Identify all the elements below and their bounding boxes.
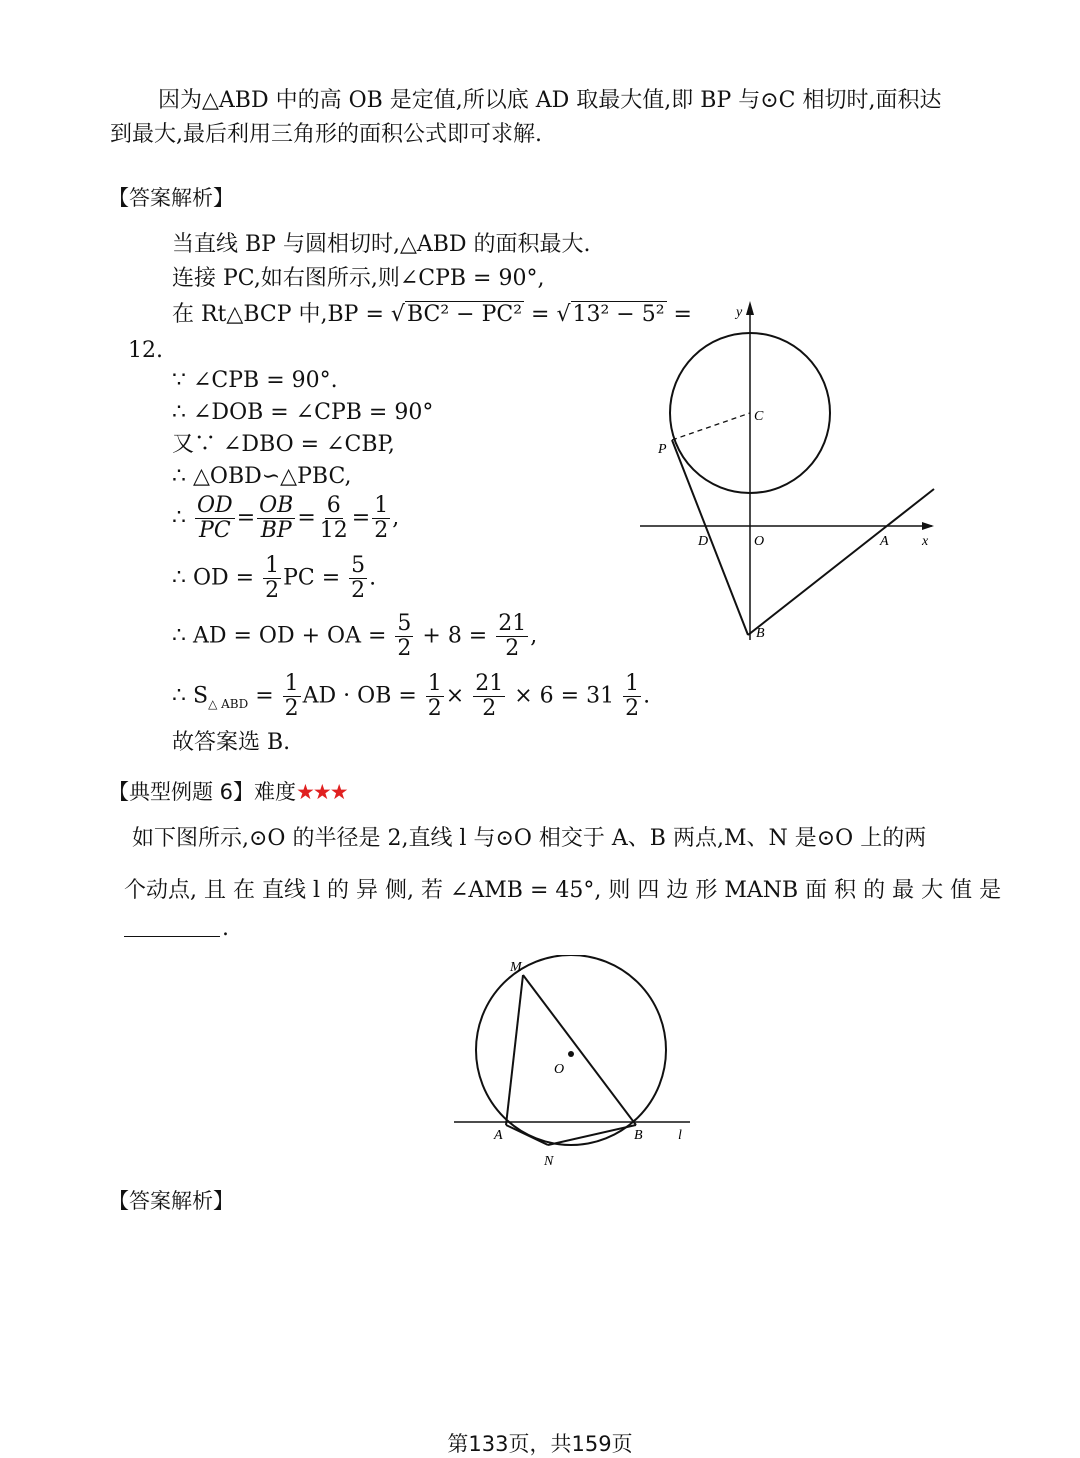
- s12-times-2: × 6 = 31: [514, 683, 615, 709]
- numerator: OD: [197, 493, 233, 518]
- segment-ma: [506, 975, 523, 1125]
- fraction-half: [426, 672, 444, 721]
- y-axis-arrow: [746, 301, 754, 315]
- s3-radicand-2: 13² − 5²: [572, 302, 665, 327]
- s3-mid: = √: [524, 302, 571, 327]
- s3-end: =: [666, 302, 692, 327]
- solution-line-4: 12.: [128, 338, 163, 363]
- fraction-5-2: [395, 612, 413, 661]
- label-d: D: [698, 534, 709, 549]
- solution-line-8: ∴ △OBD∽△PBC,: [172, 464, 352, 489]
- numerator: 1: [427, 671, 442, 696]
- figure-2-circle-diagram: [450, 955, 700, 1170]
- denominator: 2: [397, 636, 412, 661]
- circle-o: [476, 955, 666, 1145]
- question-line-1: 如下图所示,⊙O 的半径是 2,直线 l 与⊙O 相交于 A、B 两点,M、N 是⊙O 上的两: [132, 826, 927, 851]
- fraction-5-2: [349, 554, 367, 603]
- s10-prefix: ∴ OD =: [172, 565, 255, 591]
- solution-line-11: [172, 612, 537, 661]
- solution-line-7: 又∵ ∠DBO = ∠CBP,: [172, 432, 395, 457]
- label-b: B: [756, 626, 765, 641]
- denominator: 2: [265, 578, 280, 603]
- s12-prefix: ∴ S: [172, 683, 209, 709]
- blank-period: .: [222, 916, 229, 941]
- segment-pc: [672, 413, 750, 440]
- label-y: y: [736, 305, 743, 320]
- label-n: N: [544, 1154, 554, 1169]
- numerator: 21: [475, 671, 504, 696]
- line-ba: [748, 489, 934, 635]
- denominator: 2: [351, 578, 366, 603]
- denominator: 12: [319, 518, 348, 543]
- label-l: l: [678, 1128, 682, 1143]
- numerator: 1: [265, 553, 280, 578]
- answer-heading-1: 【答案解析】: [108, 186, 234, 210]
- denominator: BP: [260, 518, 292, 543]
- label-a: A: [494, 1128, 503, 1143]
- equals-sign: =: [351, 505, 371, 531]
- x-axis-arrow: [922, 522, 934, 530]
- s12-eq: =: [248, 683, 274, 709]
- numerator: 1: [374, 493, 389, 518]
- label-o: O: [754, 534, 765, 549]
- s11-mid: + 8 =: [422, 623, 488, 649]
- denominator: 2: [505, 636, 520, 661]
- label-b: B: [634, 1128, 643, 1143]
- label-m: M: [510, 960, 522, 975]
- label-p: P: [658, 442, 667, 457]
- numerator: OB: [259, 493, 294, 518]
- s12-subscript: △ ABD: [208, 696, 249, 711]
- solution-line-10: [172, 554, 376, 603]
- numerator: 5: [351, 553, 366, 578]
- solution-line-12: [172, 672, 650, 721]
- solution-line-3: [172, 298, 692, 332]
- solution-line-1: 当直线 BP 与圆相切时,△ABD 的面积最大.: [172, 232, 591, 257]
- fraction-6-12: [318, 494, 350, 543]
- s3-prefix: 在 Rt△BCP 中,BP = √: [172, 302, 405, 327]
- solution-line-2: 连接 PC,如右图所示,则∠CPB = 90°,: [172, 266, 545, 291]
- numerator: 6: [326, 493, 341, 518]
- numerator: 5: [397, 611, 412, 636]
- numerator: 21: [498, 611, 527, 636]
- answer-blank: [124, 936, 220, 937]
- s12-end: .: [643, 683, 651, 709]
- s11-end: ,: [530, 623, 538, 649]
- answer-heading-2: 【答案解析】: [108, 1189, 234, 1213]
- denominator: 2: [284, 696, 299, 721]
- figure-1-tangent-diagram: [630, 295, 950, 650]
- fraction-21-2: [473, 672, 505, 721]
- segment-mb: [523, 975, 636, 1125]
- label-a: A: [880, 534, 889, 549]
- example-label: 【典型例题 6】难度: [108, 780, 297, 804]
- numerator: 1: [625, 671, 640, 696]
- s9-prefix: ∴: [172, 505, 186, 531]
- solution-line-5: ∵ ∠CPB = 90°.: [172, 368, 338, 393]
- segment-an: [506, 1125, 548, 1145]
- solution-line-6: ∴ ∠DOB = ∠CPB = 90°: [172, 400, 434, 425]
- fraction-half: [283, 672, 301, 721]
- question-line-2: 个动点, 且 在 直线 l 的 异 侧, 若 ∠AMB = 45°, 则 四 边 形 MANB 面 积 的 最 大 值 是: [124, 878, 1002, 903]
- s12-times: ×: [445, 683, 465, 709]
- difficulty-stars: ★★★: [296, 780, 347, 804]
- center-point-o: [568, 1051, 574, 1057]
- s3-radicand-1: BC² − PC²: [406, 302, 523, 327]
- s10-mid: PC =: [283, 565, 341, 591]
- denominator: 2: [482, 696, 497, 721]
- segment-pb: [672, 440, 748, 635]
- denominator: 2: [625, 696, 640, 721]
- fraction-half: [623, 672, 641, 721]
- intro-line-1: 因为△ABD 中的高 OB 是定值,所以底 AD 取最大值,即 BP 与⊙C 相切时,面积达: [158, 88, 942, 113]
- label-c: C: [754, 409, 764, 424]
- equals-sign: =: [297, 505, 316, 531]
- fraction-21-2: [496, 612, 528, 661]
- s12-mid: AD · OB =: [302, 683, 417, 709]
- intro-line-2: 到最大,最后利用三角形的面积公式即可求解.: [110, 122, 542, 147]
- fraction-half: [263, 554, 281, 603]
- denominator: 2: [374, 518, 389, 543]
- denominator: PC: [199, 518, 231, 543]
- fraction-ob-bp: [257, 494, 295, 543]
- label-x: x: [922, 534, 929, 549]
- fraction-1-2: [372, 494, 390, 543]
- numerator: 1: [284, 671, 299, 696]
- solution-line-13: 故答案选 B.: [172, 730, 291, 755]
- denominator: 2: [427, 696, 442, 721]
- s11-prefix: ∴ AD = OD + OA =: [172, 623, 387, 649]
- s9-end: ,: [392, 505, 400, 531]
- solution-line-9: [172, 494, 399, 543]
- page-footer: 第133页，共159页: [447, 1432, 633, 1456]
- example-heading: [108, 776, 347, 806]
- label-o: O: [554, 1062, 565, 1077]
- equals-sign: =: [236, 505, 256, 531]
- fraction-od-pc: [195, 494, 235, 543]
- s10-end: .: [369, 565, 377, 591]
